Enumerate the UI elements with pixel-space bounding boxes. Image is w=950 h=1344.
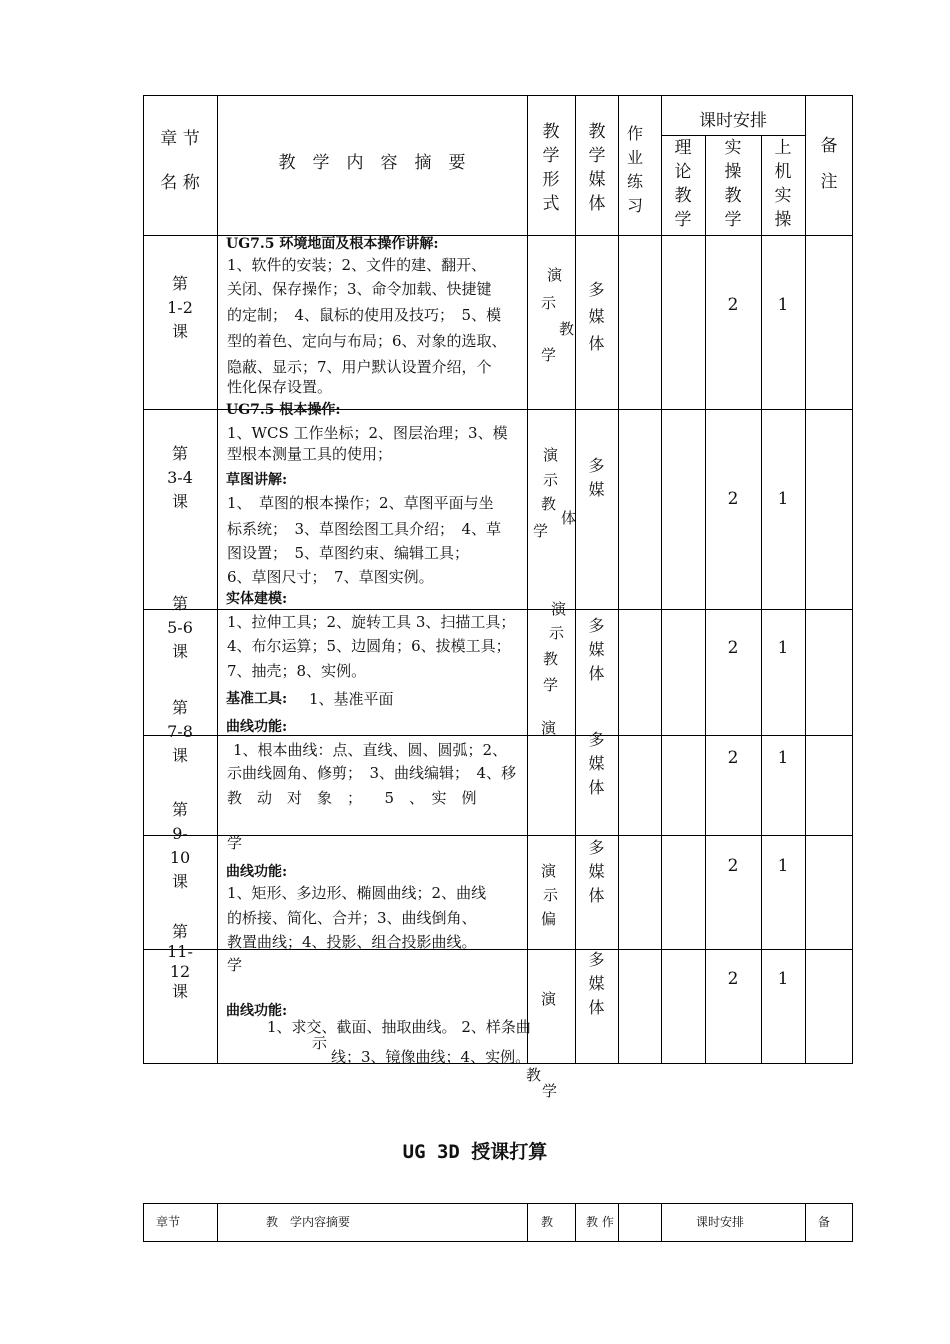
header2-chapter: 章节 <box>156 1215 181 1229</box>
row-2-line: 型根本测量工具的使用； <box>227 445 393 463</box>
row-4-line: 1、根本曲线：点、直线、圆、圆弧；2、 <box>233 741 508 759</box>
row-2-heading2: 草图讲解: <box>226 472 288 488</box>
header2-media-homework: 教 作 <box>586 1215 614 1229</box>
row-4-chapter: 第 7-8 课 <box>167 698 193 765</box>
header-theory: 理论教学 <box>674 138 692 230</box>
row-5-line: 教置曲线；4、投影、组合投影曲线。 <box>227 933 477 951</box>
header-content: 教 学 内 容 摘 要 <box>278 153 466 173</box>
row-5-media: 多 媒 体 <box>588 838 605 905</box>
row-1-form: 演 <box>547 266 563 284</box>
row-6-line: 学 <box>542 1082 558 1100</box>
row-1-line: 隐蔽、显示；7、用户默认设置介绍，个 <box>227 358 492 376</box>
row-6-practice: 2 <box>727 969 739 989</box>
row-5-practice: 2 <box>727 856 739 876</box>
header2-content: 教 学内容摘要 <box>266 1215 351 1229</box>
row-4-heading: 曲线功能: <box>226 719 288 735</box>
row-3-form: 演 <box>551 600 567 618</box>
header2-form: 教 <box>541 1215 554 1229</box>
row-3-heading2: 基准工具: <box>226 691 288 707</box>
header-practice: 实操教学 <box>724 138 742 230</box>
row-1-practice: 2 <box>727 295 739 315</box>
row-3-chapter: 第 5-6 课 <box>167 594 193 661</box>
row-3-line: 1、拉伸工具；2、旋转工具 3、扫描工具； <box>227 613 516 631</box>
row-1-line: 性化保存设置。 <box>227 378 333 396</box>
header2-schedule: 课时安排 <box>696 1215 745 1229</box>
row-4-line: 教 动 对 象 ； 5 、 实 例 <box>227 789 477 807</box>
header-form: 教学形式 <box>542 122 560 214</box>
row-6-chapter: 第 11- 12 课 <box>167 922 193 1001</box>
header-schedule: 课时安排 <box>699 111 767 131</box>
row-2-form: 教 <box>541 495 557 513</box>
row-1-heading: UG7.5 环境地面及根本操作讲解: <box>226 236 439 252</box>
row-6-line: 1、求交、截面、抽取曲线。 2、样条曲 <box>267 1018 531 1036</box>
row-3-form: 示 <box>549 624 565 642</box>
row-4-practice: 2 <box>727 748 739 768</box>
row-1-form: 示 <box>541 294 557 312</box>
row-2-practice: 2 <box>727 489 739 509</box>
row-5-form: 演 <box>541 862 557 880</box>
row-2-form: 体 <box>561 509 577 527</box>
row-1-form: 学 <box>541 346 557 364</box>
row-3-practice: 2 <box>727 638 739 658</box>
row-3-form: 教 <box>543 650 559 668</box>
row-3-media: 多 媒 体 <box>588 616 605 683</box>
row-2-line: 标系统； 3、草图绘图工具介绍； 4、草 <box>227 520 502 538</box>
row-5-machine: 1 <box>777 856 789 876</box>
row-2-chapter: 第 3-4 课 <box>167 444 193 511</box>
row-5-line: 的桥接、简化、合并；3、曲线倒角、 <box>227 909 477 927</box>
row-3-line: 7、抽壳；8、实例。 <box>227 662 367 680</box>
row-3-heading: 实体建模: <box>226 591 288 607</box>
header-note: 备注 <box>820 136 838 192</box>
row-2-line: 1、 草图的根本操作；2、草图平面与坐 <box>227 494 494 512</box>
header-homework: 作业练习 <box>626 124 643 215</box>
row-1-chapter: 第 1-2 课 <box>167 274 193 341</box>
row-2-line: 6、草图尺寸； 7、草图实例。 <box>227 568 434 586</box>
row-1-line: 1、软件的安装；2、文件的建、翻开、 <box>227 256 487 274</box>
row-6-heading: 曲线功能: <box>226 1003 288 1019</box>
row-3-heading2-tail: 1、基准平面 <box>309 690 394 708</box>
header-media: 教学媒体 <box>588 122 606 214</box>
row-4-form: 演 <box>541 719 557 737</box>
row-2-heading: UG7.5 根本操作: <box>226 402 341 418</box>
row-3-machine: 1 <box>777 638 789 658</box>
row-4-machine: 1 <box>777 748 789 768</box>
row-5-line: 学 <box>227 956 243 974</box>
row-6-form: 演 <box>541 990 557 1008</box>
row-1-line: 关闭、保存操作；3、命令加载、快捷键 <box>227 280 492 298</box>
header2-note: 备 <box>818 1215 831 1229</box>
header-chapter: 章 节 名 称 <box>160 129 200 193</box>
row-5-line: 1、矩形、多边形、椭圆曲线；2、曲线 <box>227 884 487 902</box>
row-1-form: 教 <box>559 320 575 338</box>
row-5-chapter: 第 9- 10 课 <box>169 800 191 891</box>
row-4-media: 多 媒 体 <box>588 730 605 797</box>
row-2-form: 示 <box>543 471 559 489</box>
row-2-form: 演 <box>543 446 559 464</box>
row-2-form: 学 <box>533 522 549 540</box>
row-4-line: 学 <box>227 834 243 852</box>
row-3-form: 学 <box>543 676 559 694</box>
row-1-machine: 1 <box>777 295 789 315</box>
row-6-line: 线；3、镜像曲线；4、实例。 <box>331 1048 531 1066</box>
row-6-media: 多 媒 体 <box>588 950 605 1017</box>
row-3-line: 4、布尔运算；5、边圆角；6、拔模工具； <box>227 637 511 655</box>
row-6-line: 示 <box>312 1034 328 1052</box>
row-4-line: 示曲线圆角、修剪； 3、曲线编辑； 4、移 <box>227 764 517 782</box>
row-6-machine: 1 <box>777 969 789 989</box>
header-machine: 上机实操 <box>774 138 792 230</box>
row-5-form: 示 <box>543 886 559 904</box>
row-2-media: 多 媒 <box>588 456 605 499</box>
row-1-line: 型的着色、定向与布局；6、对象的选取、 <box>227 332 507 350</box>
document-title: UG 3D 授课打算 <box>402 1141 548 1163</box>
row-1-media: 多 媒 体 <box>588 280 605 353</box>
row-2-line: 1、WCS 工作坐标；2、图层治理；3、模 <box>227 424 508 442</box>
row-6-line: 教 <box>526 1066 542 1084</box>
row-1-line: 的定制； 4、鼠标的使用及技巧； 5、模 <box>227 306 502 324</box>
row-5-form: 偏 <box>541 910 557 928</box>
row-5-heading: 曲线功能: <box>226 864 288 880</box>
row-2-line: 图设置； 5、草图约束、编辑工具； <box>227 544 470 562</box>
row-2-machine: 1 <box>777 489 789 509</box>
